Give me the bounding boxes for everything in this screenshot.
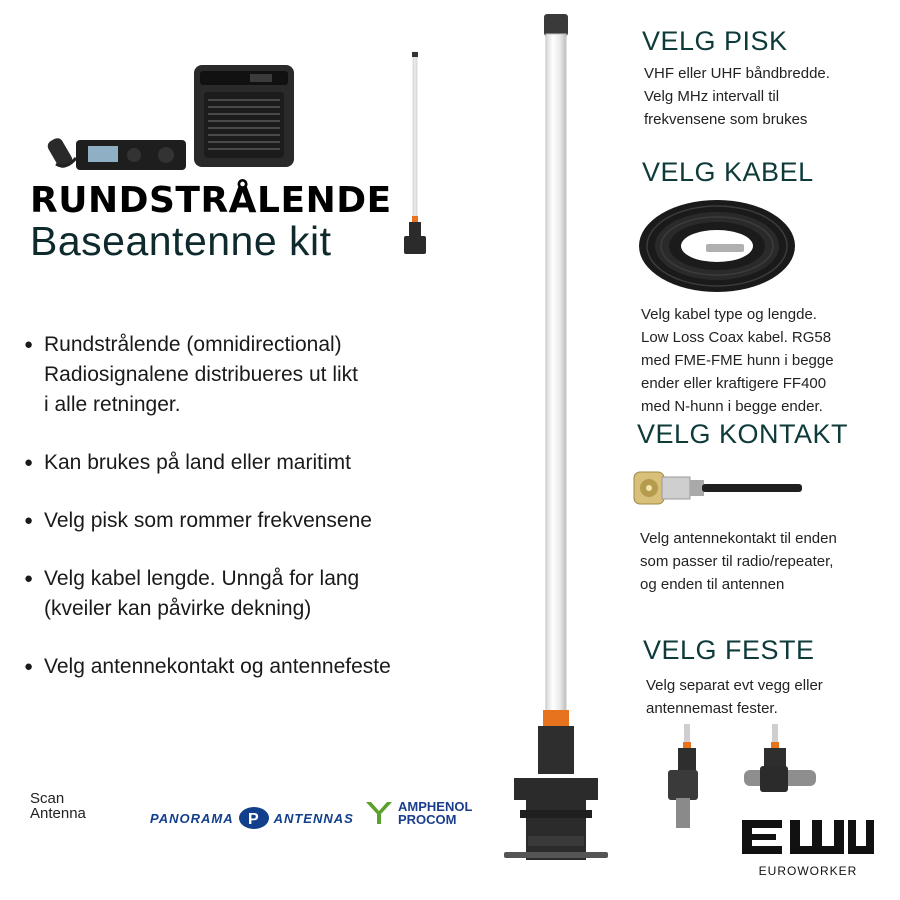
euroworker-logo bbox=[740, 818, 876, 878]
section-text-kontakt: Velg antennekontakt til enden som passer til radio/repeater, og enden til antennen bbox=[640, 530, 837, 593]
connector-image bbox=[632, 466, 804, 510]
list-item: ● Rundstrålende (omnidirectional) Radiosignalene distribueres ut likt i alle retninger. bbox=[24, 330, 494, 420]
scan-logo-line2: Antenna bbox=[30, 805, 86, 822]
list-item: ● Velg kabel lengde. Unngå for lang (kveiler kan påvirke dekning) bbox=[24, 564, 494, 624]
section-heading-kontakt: VELG KONTAKT bbox=[637, 419, 849, 449]
small-antenna-image bbox=[398, 50, 432, 260]
panorama-logo-right: ANTENNAS bbox=[273, 810, 354, 826]
amphenol-logo-line1: AMPHENOL bbox=[398, 799, 473, 814]
panorama-logo-left: PANORAMA bbox=[150, 810, 234, 826]
panorama-antennas-logo bbox=[150, 806, 354, 830]
list-item: ● Velg antennekontakt og antennefeste bbox=[24, 652, 494, 682]
cable-coil-image bbox=[636, 196, 798, 296]
feature-list bbox=[24, 330, 494, 710]
section-heading-feste: VELG FESTE bbox=[643, 635, 815, 665]
amphenol-logo-line2: PROCOM bbox=[398, 812, 457, 827]
page-title: RUNDSTRÅLENDE bbox=[30, 180, 392, 221]
amphenol-procom-logo bbox=[364, 800, 472, 826]
scan-logo-line1: Scan bbox=[30, 790, 65, 807]
section-text-pisk: VHF eller UHF båndbredde. Velg MHz intervall til frekvensene som brukes bbox=[644, 65, 830, 128]
list-item: ● Velg pisk som rommer frekvensene bbox=[24, 506, 494, 536]
scan-antenna-logo bbox=[30, 790, 86, 822]
radio-equipment-image bbox=[36, 60, 316, 190]
section-text-feste: Velg separat evt vegg eller antennemast fester. bbox=[646, 677, 823, 717]
section-heading-pisk: VELG PISK bbox=[642, 26, 788, 56]
page-subtitle: Baseantenne kit bbox=[30, 218, 332, 264]
section-text-kabel: Velg kabel type og lengde. Low Loss Coax kabel. RG58 med FME-FME hunn i begge ender eller kraftigere FF400 med N-hunn i begge ender. bbox=[641, 306, 834, 415]
panorama-p-icon bbox=[238, 806, 270, 830]
main-antenna-image bbox=[498, 10, 618, 880]
svg-text:P: P bbox=[247, 811, 259, 828]
list-item: ● Kan brukes på land eller maritimt bbox=[24, 448, 494, 478]
euroworker-wordmark: EUROWORKER bbox=[758, 864, 858, 878]
amphenol-y-icon bbox=[364, 800, 394, 826]
section-heading-kabel: VELG KABEL bbox=[642, 157, 814, 187]
mount-images bbox=[660, 722, 820, 830]
